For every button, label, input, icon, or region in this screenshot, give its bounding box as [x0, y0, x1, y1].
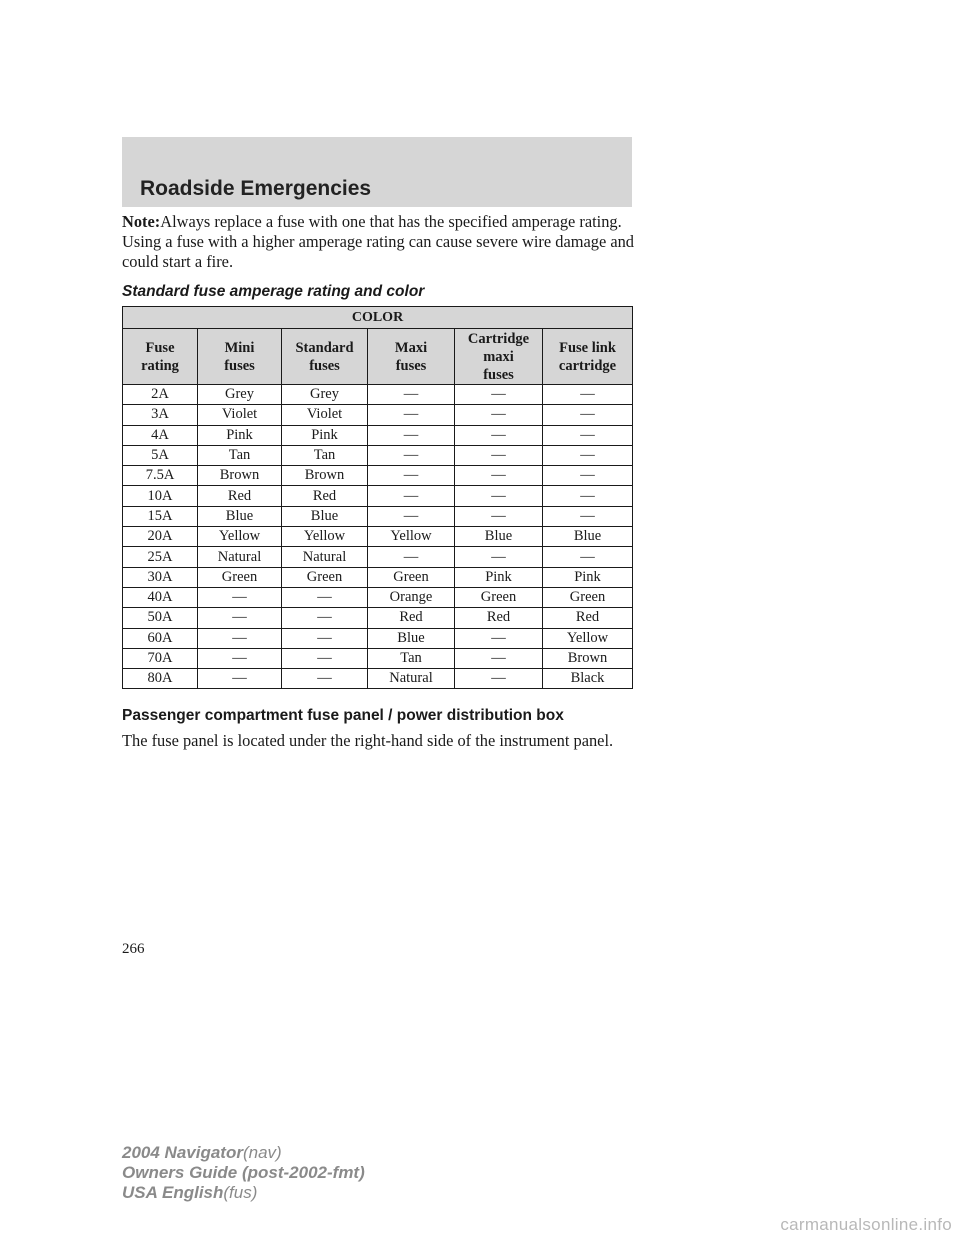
fuse-color-cell: Pink: [198, 425, 282, 445]
fuse-color-cell: Green: [198, 567, 282, 587]
fuse-rating-cell: 7.5A: [123, 466, 198, 486]
fuse-color-cell: Green: [543, 587, 633, 607]
column-header-line: Standard: [295, 339, 354, 356]
column-header-line: cartridge: [558, 357, 617, 374]
column-header-line: Fuse link: [559, 339, 616, 356]
fuse-color-cell: —: [455, 628, 543, 648]
fuse-color-cell: Pink: [455, 567, 543, 587]
watermark: carmanualsonline.info: [780, 1215, 952, 1234]
fuse-color-cell: —: [368, 506, 455, 526]
fuse-color-cell: —: [368, 385, 455, 405]
fuse-color-cell: Tan: [368, 648, 455, 668]
fuse-color-cell: —: [543, 506, 633, 526]
table-row: [123, 547, 633, 567]
fuse-color-cell: Violet: [198, 405, 282, 425]
table-caption: Standard fuse amperage rating and color: [122, 283, 425, 300]
fuse-color-cell: Red: [455, 608, 543, 628]
column-header: [455, 329, 543, 385]
fuse-color-cell: —: [455, 445, 543, 465]
table-row: [123, 587, 633, 607]
fuse-color-cell: Black: [543, 669, 633, 689]
table-row: [123, 506, 633, 526]
fuse-color-cell: Violet: [282, 405, 368, 425]
fuse-color-cell: —: [282, 648, 368, 668]
table-row: [123, 648, 633, 668]
fuse-color-cell: —: [282, 628, 368, 648]
fuse-color-cell: —: [543, 405, 633, 425]
fuse-color-cell: Yellow: [282, 527, 368, 547]
fuse-color-cell: —: [543, 466, 633, 486]
column-header: [368, 329, 455, 385]
table-body: [123, 385, 633, 689]
column-header-line: Maxi: [394, 339, 428, 356]
fuse-rating-cell: 10A: [123, 486, 198, 506]
fuse-color-cell: Tan: [282, 445, 368, 465]
page-number: 266: [122, 941, 145, 957]
fuse-rating-cell: 25A: [123, 547, 198, 567]
fuse-color-cell: Blue: [543, 527, 633, 547]
panel-heading: Passenger compartment fuse panel / power distribution box: [122, 707, 564, 724]
fuse-rating-cell: 5A: [123, 445, 198, 465]
fuse-color-cell: —: [455, 648, 543, 668]
column-header-line: Fuse: [145, 339, 175, 356]
footer-language-code: (fus): [223, 1183, 258, 1202]
fuse-rating-cell: 40A: [123, 587, 198, 607]
fuse-color-cell: —: [198, 608, 282, 628]
table-row: [123, 385, 633, 405]
column-header: [543, 329, 633, 385]
fuse-color-cell: —: [282, 608, 368, 628]
fuse-color-cell: —: [198, 587, 282, 607]
fuse-color-cell: Green: [455, 587, 543, 607]
fuse-color-cell: —: [543, 547, 633, 567]
fuse-color-cell: —: [198, 628, 282, 648]
table-row: [123, 628, 633, 648]
fuse-rating-cell: 30A: [123, 567, 198, 587]
fuse-color-cell: —: [198, 648, 282, 668]
table-row: [123, 567, 633, 587]
footer-language: USA English: [122, 1183, 224, 1202]
panel-location-text: The fuse panel is located under the right-hand side of the instrument panel.: [122, 731, 614, 750]
column-header: [282, 329, 368, 385]
fuse-rating-cell: 60A: [123, 628, 198, 648]
column-header-line: maxi: [483, 348, 514, 365]
fuse-color-cell: Green: [368, 567, 455, 587]
fuse-rating-cell: 50A: [123, 608, 198, 628]
column-header: [198, 329, 282, 385]
column-header-line: rating: [141, 357, 179, 374]
fuse-color-cell: —: [455, 547, 543, 567]
fuse-color-cell: —: [543, 425, 633, 445]
note-label: Note:: [122, 212, 161, 231]
fuse-color-cell: —: [543, 486, 633, 506]
table-row: [123, 425, 633, 445]
fuse-color-cell: Brown: [198, 466, 282, 486]
fuse-color-table: [122, 306, 633, 689]
fuse-color-cell: Red: [198, 486, 282, 506]
fuse-color-cell: —: [368, 486, 455, 506]
table-column-headers: [123, 329, 633, 385]
fuse-color-cell: —: [282, 587, 368, 607]
fuse-color-cell: Grey: [282, 385, 368, 405]
column-header: [123, 329, 198, 385]
fuse-color-cell: Natural: [368, 669, 455, 689]
table-row: [123, 405, 633, 425]
fuse-color-cell: Yellow: [368, 527, 455, 547]
fuse-color-cell: Yellow: [198, 527, 282, 547]
fuse-color-cell: —: [368, 466, 455, 486]
fuse-color-cell: Orange: [368, 587, 455, 607]
fuse-color-cell: Natural: [282, 547, 368, 567]
fuse-color-cell: —: [543, 385, 633, 405]
fuse-rating-cell: 70A: [123, 648, 198, 668]
note-paragraph: [122, 212, 637, 272]
fuse-color-cell: —: [455, 486, 543, 506]
footer-line-1: [122, 1143, 365, 1163]
fuse-color-cell: Blue: [282, 506, 368, 526]
fuse-color-cell: Tan: [198, 445, 282, 465]
footer-model: 2004 Navigator: [122, 1143, 243, 1162]
fuse-rating-cell: 3A: [123, 405, 198, 425]
column-header-line: fuses: [395, 357, 427, 374]
column-header-line: fuses: [224, 357, 255, 374]
fuse-color-cell: Grey: [198, 385, 282, 405]
table-row: [123, 669, 633, 689]
note-text: Always replace a fuse with one that has the specified amperage rating. Using a fuse with a higher amperage rating can cause severe wire damage and could start a fire.: [122, 212, 634, 271]
fuse-color-cell: —: [455, 506, 543, 526]
table-row: [123, 486, 633, 506]
fuse-rating-cell: 20A: [123, 527, 198, 547]
fuse-color-cell: Natural: [198, 547, 282, 567]
column-header-line: fuses: [483, 366, 514, 383]
fuse-color-cell: Blue: [455, 527, 543, 547]
fuse-color-cell: —: [368, 405, 455, 425]
column-header-line: Mini: [224, 339, 255, 356]
footer-line-2: Owners Guide (post-2002-fmt): [122, 1163, 365, 1182]
fuse-color-cell: Red: [282, 486, 368, 506]
fuse-color-cell: Blue: [368, 628, 455, 648]
fuse-rating-cell: 2A: [123, 385, 198, 405]
fuse-rating-cell: 15A: [123, 506, 198, 526]
fuse-color-cell: —: [455, 466, 543, 486]
table-row: [123, 527, 633, 547]
table-group-header: COLOR: [123, 307, 633, 329]
fuse-color-cell: —: [455, 669, 543, 689]
fuse-color-cell: —: [368, 547, 455, 567]
fuse-color-cell: Green: [282, 567, 368, 587]
fuse-color-cell: —: [368, 445, 455, 465]
fuse-color-cell: Pink: [543, 567, 633, 587]
fuse-color-cell: Blue: [198, 506, 282, 526]
fuse-rating-cell: 4A: [123, 425, 198, 445]
table-row: [123, 445, 633, 465]
fuse-rating-cell: 80A: [123, 669, 198, 689]
fuse-color-cell: Red: [368, 608, 455, 628]
fuse-color-cell: Red: [543, 608, 633, 628]
column-header-line: fuses: [309, 357, 340, 374]
footer-line-3: [122, 1183, 365, 1203]
fuse-color-cell: —: [543, 445, 633, 465]
footer-model-code: (nav): [242, 1143, 282, 1162]
fuse-color-cell: Pink: [282, 425, 368, 445]
fuse-color-cell: —: [198, 669, 282, 689]
section-header-band: [122, 137, 632, 207]
fuse-color-cell: Brown: [282, 466, 368, 486]
fuse-color-cell: Yellow: [543, 628, 633, 648]
fuse-color-cell: —: [455, 385, 543, 405]
section-title: Roadside Emergencies: [140, 177, 372, 200]
document-footer: [122, 1143, 365, 1203]
table-row: [123, 608, 633, 628]
fuse-color-cell: —: [455, 425, 543, 445]
fuse-color-cell: —: [455, 405, 543, 425]
fuse-color-cell: Brown: [543, 648, 633, 668]
fuse-color-cell: —: [368, 425, 455, 445]
table-row: [123, 466, 633, 486]
column-header-line: Cartridge: [467, 330, 530, 347]
fuse-color-cell: —: [282, 669, 368, 689]
